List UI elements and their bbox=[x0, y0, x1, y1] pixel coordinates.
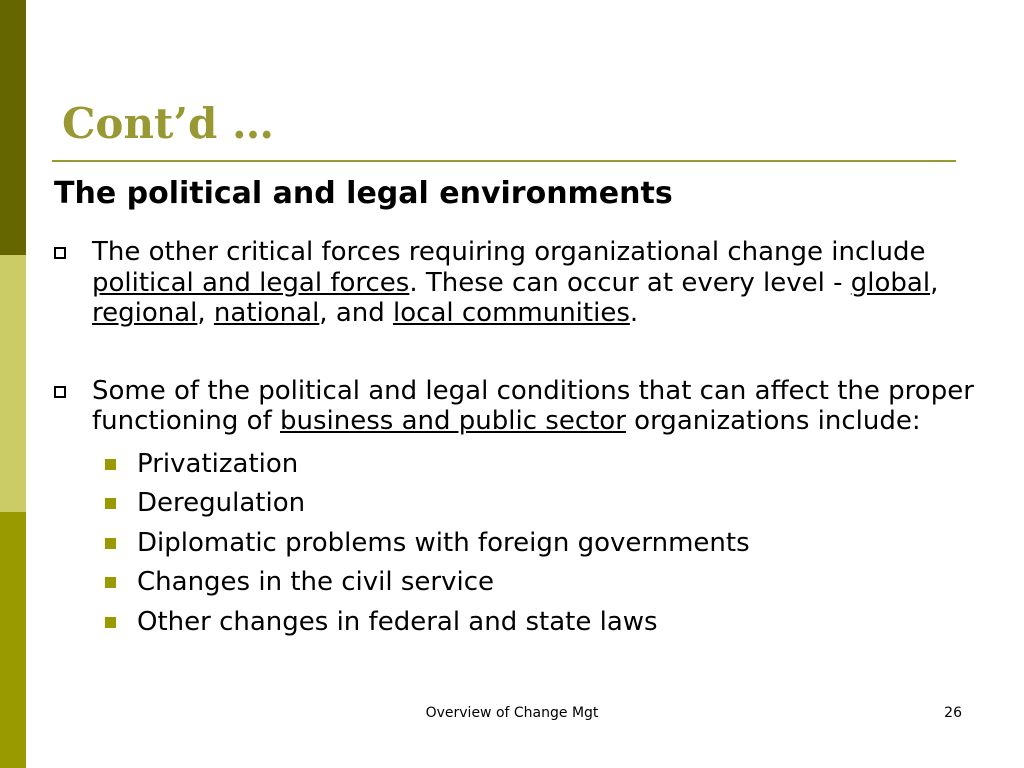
filled-square-bullet-icon bbox=[105, 498, 116, 509]
side-bar-middle bbox=[0, 255, 26, 512]
underlined-term: political and legal forces bbox=[92, 267, 410, 298]
side-bar-top bbox=[0, 0, 26, 255]
bullet-text: organizations include: bbox=[625, 406, 921, 436]
filled-square-bullet-icon bbox=[105, 459, 116, 470]
side-bar-bottom bbox=[0, 512, 26, 768]
bullet-text: , bbox=[197, 298, 214, 328]
bullet-text: The other critical forces requiring organizational change include bbox=[92, 237, 926, 267]
sub-bullet-item bbox=[54, 484, 974, 524]
bullet-political-legal-forces bbox=[54, 237, 974, 329]
slide-title: Cont’d … bbox=[62, 99, 274, 148]
hollow-square-bullet-icon bbox=[54, 247, 66, 259]
underlined-term: local communities bbox=[393, 298, 630, 328]
slide-content bbox=[54, 237, 974, 642]
sub-bullet-item bbox=[54, 563, 974, 603]
sub-bullet-item bbox=[54, 445, 974, 485]
sub-bullet-text: Diplomatic problems with foreign governments bbox=[137, 527, 750, 558]
sub-bullet-item bbox=[54, 524, 974, 564]
underlined-term: business and public sector bbox=[280, 406, 626, 436]
filled-square-bullet-icon bbox=[105, 538, 116, 549]
underlined-term: regional bbox=[92, 298, 198, 328]
filled-square-bullet-icon bbox=[105, 577, 116, 588]
bullet-text: , and bbox=[319, 298, 394, 328]
sub-bullet-text: Other changes in federal and state laws bbox=[137, 606, 658, 637]
sub-bullet-text: Changes in the civil service bbox=[137, 567, 495, 597]
slide-number: 26 bbox=[944, 705, 962, 721]
hollow-square-bullet-icon bbox=[54, 386, 66, 398]
bullet-text: . These can occur at every level - bbox=[409, 267, 851, 298]
footer-title: Overview of Change Mgt bbox=[425, 705, 599, 721]
filled-square-bullet-icon bbox=[105, 617, 116, 628]
sub-bullet-text: Privatization bbox=[137, 448, 299, 479]
sub-bullet-text: Deregulation bbox=[137, 488, 306, 518]
title-divider bbox=[52, 160, 956, 162]
underlined-term: global bbox=[850, 267, 931, 298]
slide-subtitle: The political and legal environments bbox=[54, 176, 673, 211]
sub-bullet-item bbox=[54, 603, 974, 643]
bullet-text: . bbox=[629, 298, 639, 328]
underlined-term: national bbox=[213, 298, 320, 328]
bullet-text: , bbox=[930, 267, 939, 298]
sub-bullet-list bbox=[54, 445, 974, 643]
bullet-text: Some of the political and legal conditions that can affect the proper functioning of bbox=[92, 375, 974, 436]
bullet-political-legal-conditions bbox=[54, 376, 974, 437]
